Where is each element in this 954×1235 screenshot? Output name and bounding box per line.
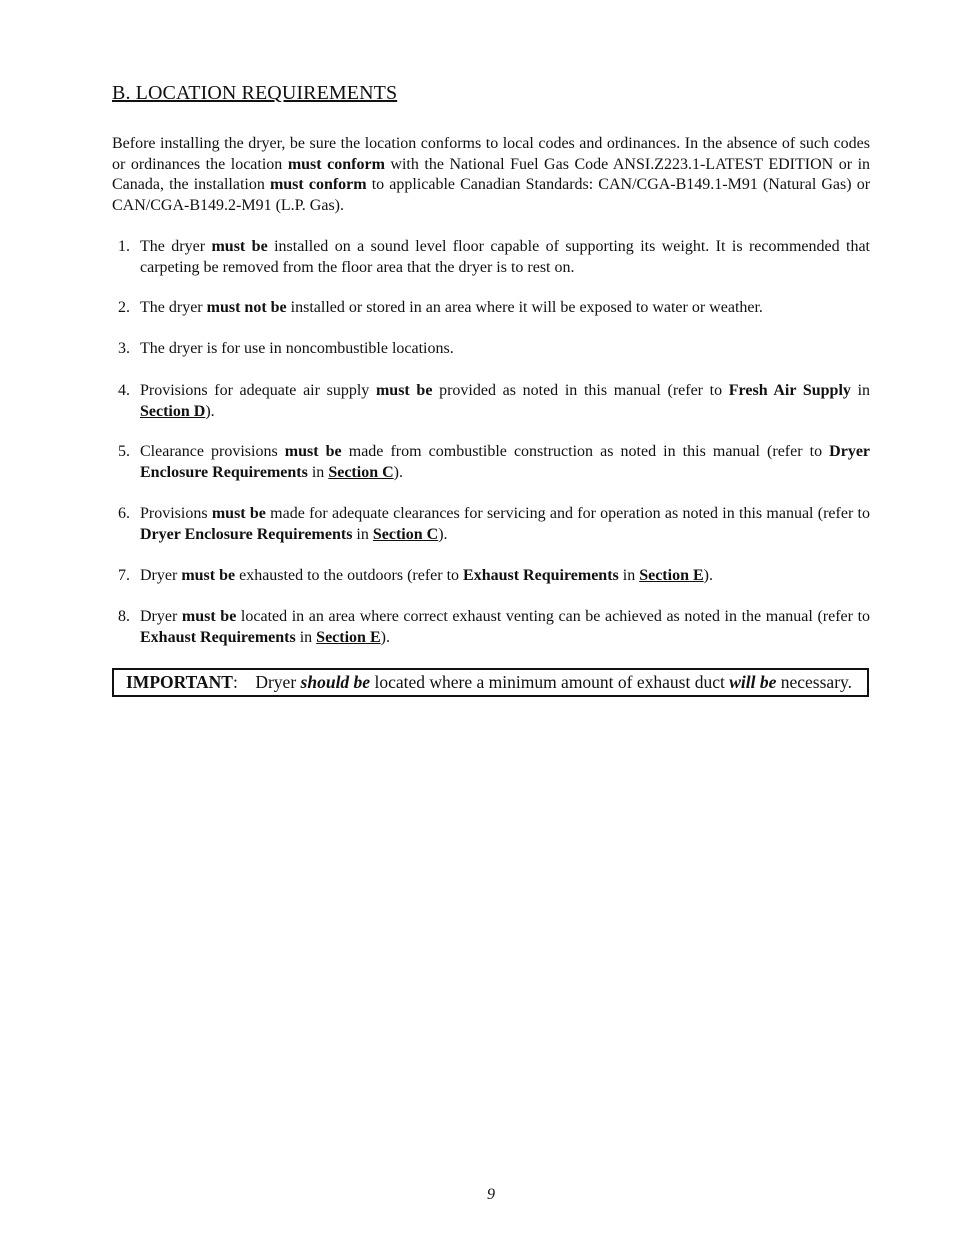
list-item-number: 7.	[118, 567, 130, 584]
page-number: 9	[487, 1186, 495, 1203]
important-emphasis-1: should be	[300, 672, 371, 692]
important-notice-text	[126, 670, 852, 695]
item-text: ).	[438, 525, 448, 543]
list-item-text	[140, 607, 870, 648]
section-heading: B. LOCATION REQUIREMENTS	[112, 82, 398, 104]
list-item-number: 5.	[118, 443, 130, 460]
important-text-3: necessary.	[776, 672, 853, 692]
intro-text-3: to applicable Canadian Standards: CAN/CGA-B149.1-M91 (Natural Gas) or CAN/CGA-B149.2-M91 (L.P. Gas).	[112, 176, 871, 215]
list-item-number: 8.	[118, 608, 130, 625]
item-bold: must be	[181, 608, 237, 625]
important-text-2: located where a minimum amount of exhaust duct	[370, 672, 730, 692]
item-text: The dryer is for use in noncombustible locations.	[140, 340, 454, 357]
list-item-text	[140, 339, 870, 360]
list-item-text	[140, 504, 870, 545]
intro-bold-2: must conform	[269, 176, 367, 194]
list-item-number: 1.	[118, 238, 130, 255]
list-item-text	[140, 298, 870, 319]
list-item	[112, 607, 870, 648]
item-text: made from combustible construction as noted in this manual (refer to	[341, 443, 830, 460]
item-text: in	[618, 567, 640, 584]
section-reference-link[interactable]: Section E	[639, 567, 704, 584]
list-item	[112, 339, 870, 360]
item-bold: Fresh Air Supply	[728, 382, 851, 399]
item-text: Dryer	[140, 608, 182, 625]
list-item-number: 2.	[118, 299, 130, 316]
item-text: Provisions	[140, 505, 212, 522]
item-text: Provisions for adequate air supply	[140, 382, 376, 399]
section-reference-link[interactable]: Section C	[372, 525, 439, 543]
item-text: made for adequate clearances for servicing and for operation as noted in this manual (refer to	[265, 505, 870, 522]
item-text: Clearance provisions	[140, 443, 285, 460]
list-item	[112, 298, 870, 319]
item-text: located in an area where correct exhaust venting can be achieved as noted in the manual (refer to	[236, 608, 871, 625]
list-item-text	[140, 237, 870, 278]
intro-bold-1: must conform	[287, 155, 385, 173]
section-reference-link[interactable]: Section C	[328, 463, 394, 481]
item-text: ).	[703, 567, 713, 584]
section-reference-link[interactable]: Section D	[140, 402, 206, 420]
item-text: ).	[380, 628, 390, 646]
item-bold: must be	[284, 443, 342, 460]
item-text: in	[850, 382, 871, 399]
item-text: Dryer	[140, 567, 182, 584]
list-item	[112, 237, 870, 278]
important-colon: : Dryer	[232, 672, 301, 692]
important-notice-box	[112, 668, 869, 697]
item-text: exhausted to the outdoors (refer to	[235, 567, 464, 584]
item-text: installed or stored in an area where it will be exposed to water or weather.	[286, 299, 763, 316]
item-text: The dryer	[140, 299, 207, 316]
item-bold: must be	[181, 567, 236, 584]
item-text: ).	[393, 463, 403, 481]
item-bold: must be	[211, 238, 268, 255]
list-item	[112, 442, 870, 483]
item-bold: must not be	[206, 299, 287, 316]
list-item-text	[140, 566, 870, 587]
intro-text-1: Before installing the dryer, be sure the location conforms to local codes and ordinances. In the absence of such codes or ordinances the location	[112, 135, 870, 173]
item-text: provided as noted in this manual (refer to	[432, 382, 729, 399]
list-item	[112, 566, 870, 587]
item-bold: must be	[211, 505, 266, 522]
item-text: in	[295, 628, 317, 646]
item-text: in	[352, 525, 373, 543]
list-item-number: 6.	[118, 505, 130, 522]
item-bold: Dryer Enclosure Requirements	[140, 443, 871, 481]
item-text: installed on a sound level floor capable of supporting its weight. It is recommended that carpeting be removed from the floor area that the dryer is to rest on.	[140, 238, 870, 276]
item-bold: Exhaust Requirements	[140, 628, 296, 646]
item-bold: Dryer Enclosure Requirements	[140, 525, 353, 543]
item-bold: Exhaust Requirements	[463, 567, 619, 584]
list-item-number: 4.	[118, 382, 130, 399]
important-label: IMPORTANT	[126, 672, 233, 692]
intro-text-2: with the National Fuel Gas Code ANSI.Z223.1-LATEST EDITION or in Canada, the installation	[112, 155, 871, 194]
list-item-number: 3.	[118, 340, 130, 357]
item-text: in	[307, 463, 329, 481]
item-text: The dryer	[140, 238, 212, 255]
item-bold: must be	[375, 382, 433, 399]
important-emphasis-2: will be	[729, 672, 777, 692]
item-text: ).	[205, 402, 215, 420]
list-item	[112, 381, 870, 422]
list-item-text	[140, 381, 870, 422]
list-item-text	[140, 442, 870, 483]
section-reference-link[interactable]: Section E	[316, 628, 381, 646]
list-item	[112, 504, 870, 545]
intro-paragraph	[112, 134, 870, 217]
